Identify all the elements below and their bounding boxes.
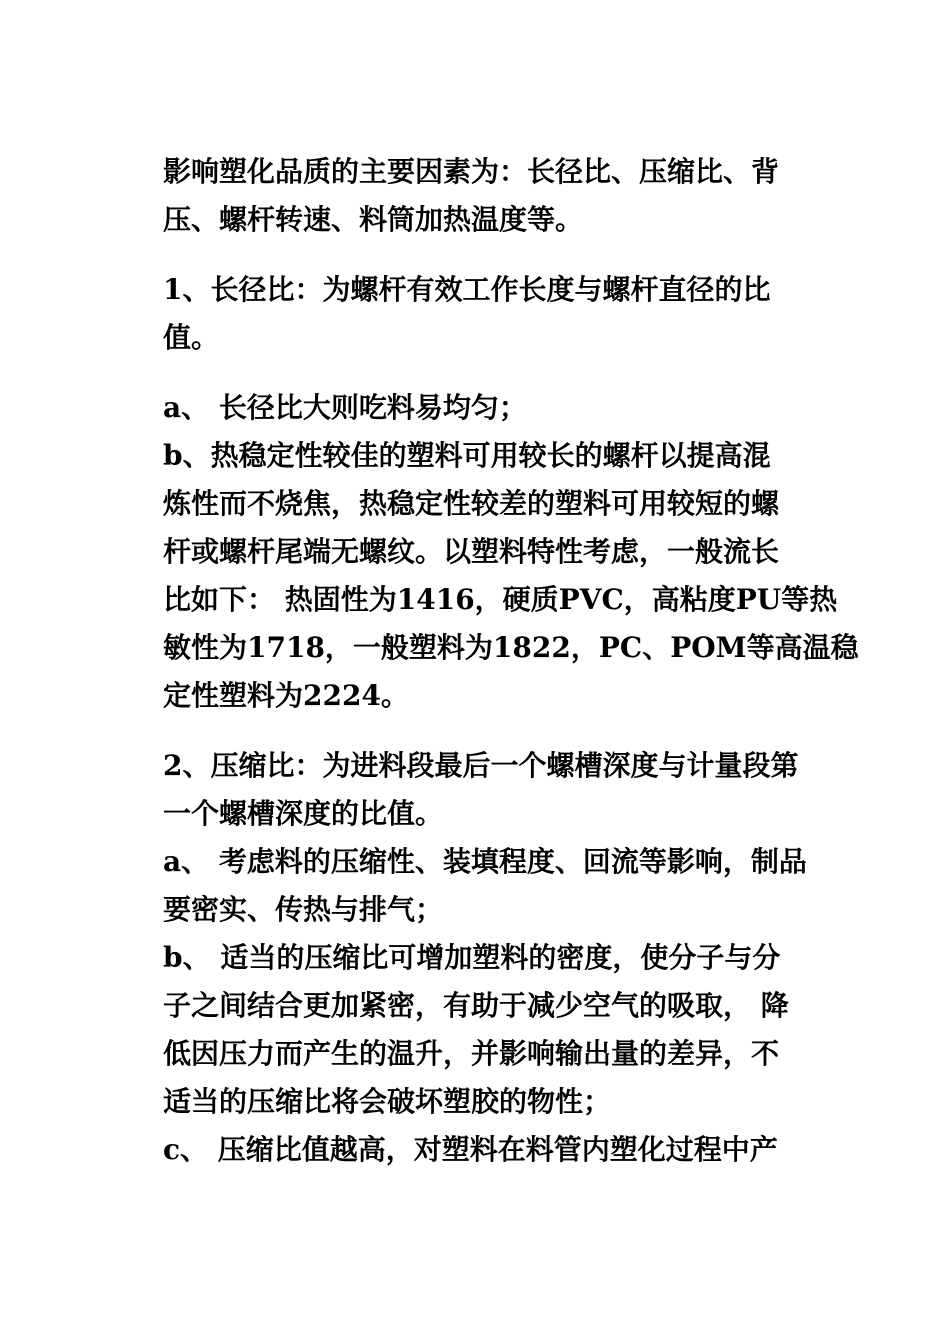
text-line: 值。 xyxy=(163,321,220,354)
text-line: 低因压力而产生的温升，并影响输出量的差异，不 xyxy=(163,1037,780,1070)
text-line: a、 考虑料的压缩性、装填程度、回流等影响，制品 xyxy=(163,845,807,878)
text-line: 炼性而不烧焦，热稳定性较差的塑料可用较短的螺 xyxy=(163,487,780,520)
text-line: 压、螺杆转速、料筒加热温度等。 xyxy=(163,203,584,236)
text-line: 2、压缩比：为进料段最后一个螺槽深度与计量段第 xyxy=(163,749,799,782)
paragraph-gap xyxy=(163,362,793,384)
text-line: 定性塑料为2224。 xyxy=(163,679,409,712)
text-line: 要密实、传热与排气； xyxy=(163,893,444,926)
text-line: b、 适当的压缩比可增加塑料的密度，使分子与分 xyxy=(163,941,781,974)
text-line: a、 长径比大则吃料易均匀； xyxy=(163,391,527,424)
text-line: 一个螺槽深度的比值。 xyxy=(163,797,444,830)
text-line: 杆或螺杆尾端无螺纹。以塑料特性考虑，一般流长 xyxy=(163,535,780,568)
paragraph-gap xyxy=(163,244,793,266)
text-line: b、热稳定性较佳的塑料可用较长的螺杆以提高混 xyxy=(163,439,771,472)
text-line: 1、长径比：为螺杆有效工作长度与螺杆直径的比 xyxy=(163,273,771,306)
text-line: 适当的压缩比将会破坏塑胶的物性； xyxy=(163,1085,612,1118)
text-line: 敏性为1718，一般塑料为1822，PC、POM等高温稳 xyxy=(163,631,859,664)
text-line: c、 压缩比值越高，对塑料在料管内塑化过程中产 xyxy=(163,1133,778,1166)
text-line: 子之间结合更加紧密，有助于减少空气的吸取， 降 xyxy=(163,989,789,1022)
document-page xyxy=(163,148,859,1174)
paragraph-gap xyxy=(163,720,793,742)
text-line: 影响塑化品质的主要因素为：长径比、压缩比、背 xyxy=(163,155,780,188)
text-line: 比如下： 热固性为1416，硬质PVC，高粘度PU等热 xyxy=(163,583,838,616)
